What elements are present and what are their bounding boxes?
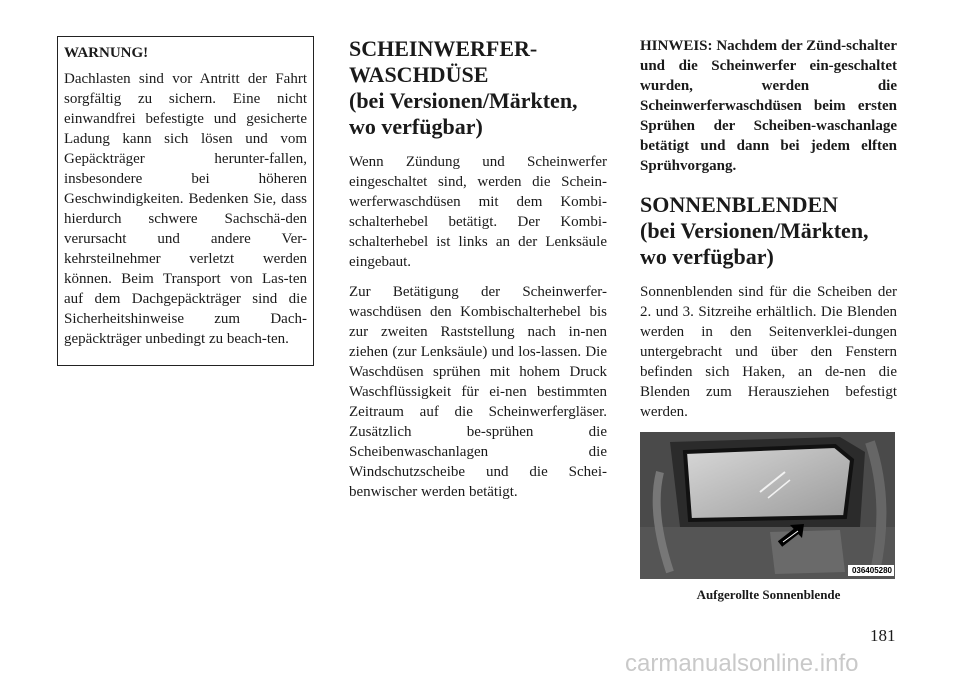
sunshade-photo <box>640 432 895 579</box>
page-number: 181 <box>870 626 896 645</box>
headlamp-washer-section <box>349 36 607 512</box>
note-paragraph: HINWEIS: Nachdem der Zünd-schalter und die Scheinwerfer ein-geschaltet wurden, werden die Scheinwerferwaschdüsen beim ersten Sprühen der Scheiben-waschanlage betätigt und dann bei jedem elften Sprühvorgang. <box>640 38 897 174</box>
heading-line: wo verfügbar) <box>640 244 774 269</box>
sunshade-heading <box>640 192 897 270</box>
heading-line: (bei Versionen/Märkten, <box>640 218 869 243</box>
watermark: carmanualsonline.info <box>625 650 859 677</box>
sunshade-paragraph: Sonnenblenden sind für die Scheiben der 2. und 3. Sitzreihe erhältlich. Die Blenden werden in den Seitenverklei-dungen untergebracht und über den Fenstern befinden sich Haken, an de-nen die Blenden zum Herausziehen befestigt werden. <box>640 284 897 420</box>
figure-caption: Aufgerollte Sonnenblende <box>696 587 841 602</box>
heading-line: SCHEINWERFER- <box>349 36 538 61</box>
headlamp-washer-heading <box>349 36 607 140</box>
heading-line: (bei Versionen/Märkten, <box>349 88 578 113</box>
warning-text: Dachlasten sind vor Antritt der Fahrt sorgfältig zu sichern. Eine nicht einwandfrei befestigte und gesicherte Ladung kann sich lösen und vom Gepäckträger herunter-fallen, insbesondere bei höheren Geschwindigkeiten. Bedenken Sie, dass hierdurch schwere Sachschä-den verursacht und andere Ver-kehrsteilnehmer verletzt werden können. Beim Transport von Las-ten auf dem Dachgepäckträger sind die Sicherheitshinweise zum Dach-gepäckträger unbedingt zu beach-ten. <box>64 71 307 347</box>
warning-title: WARNUNG! <box>64 45 149 61</box>
heading-line: wo verfügbar) <box>349 114 483 139</box>
heading-line: SONNENBLENDEN <box>640 192 839 217</box>
headlamp-washer-para-2: Zur Betätigung der Scheinwerfer-waschdüsen den Kombischalterhebel bis zur zweiten Raststellung nach in-nen ziehen (zur Lenksäule) und los-lassen. Die Waschdüsen sprühen mit hohem Druck Waschflüssigkeit für ei-nen bestimmten Zeitraum auf die Scheinwerfergläser. Zusätzlich be-sprühen die Scheibenwaschanlagen die Windschutzscheibe und die Schei-benwischer werden betätigt. <box>349 284 607 500</box>
right-column <box>640 36 897 603</box>
warning-box <box>57 36 314 366</box>
heading-line: WASCHDÜSE <box>349 62 489 87</box>
sunshade-illustration <box>640 432 895 579</box>
figure-code: 036405280 <box>851 566 892 575</box>
headlamp-washer-para-1: Wenn Zündung und Scheinwerfer eingeschaltet sind, werden die Schein-werferwaschdüsen mit dem Kombi-schalterhebel betätigt. Der Kombi-schalterhebel ist links an der Lenksäule eingebaut. <box>349 154 607 270</box>
